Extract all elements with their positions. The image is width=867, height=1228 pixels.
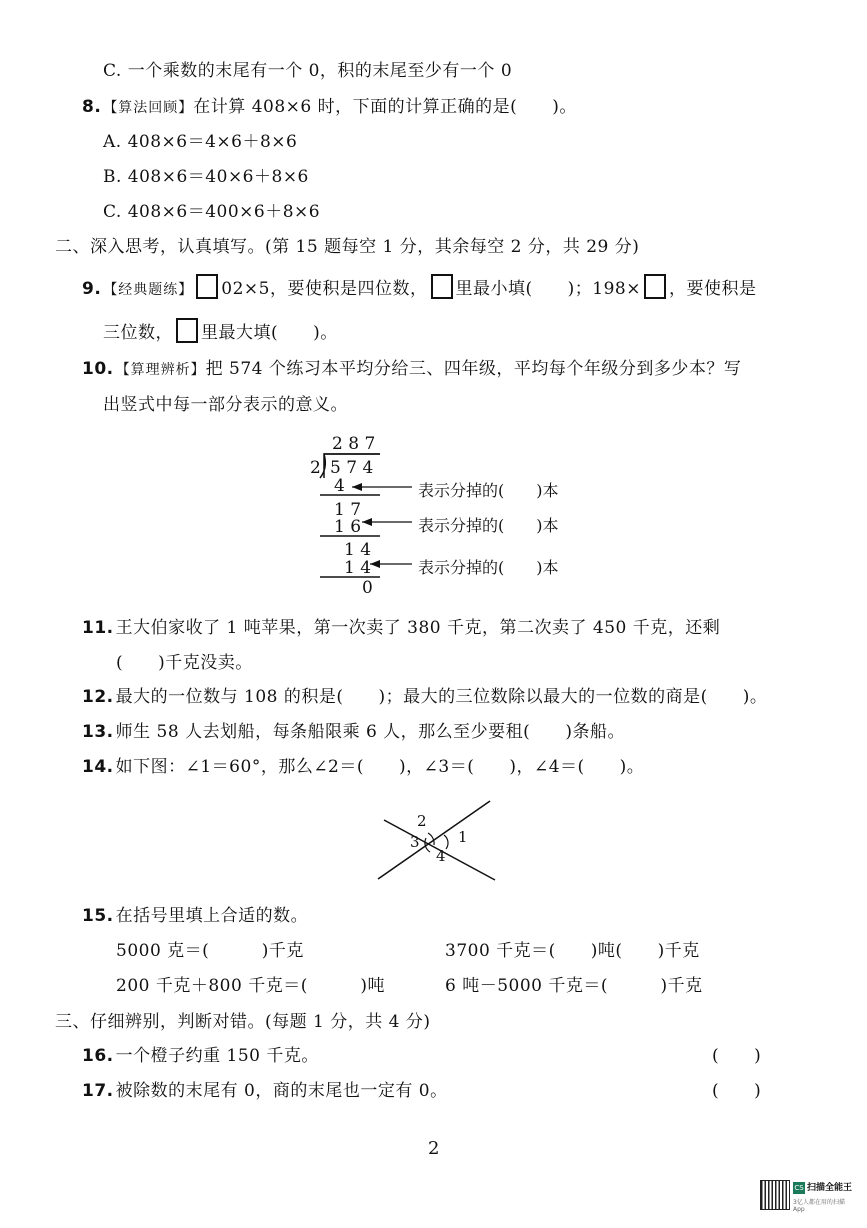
question-10	[82, 358, 741, 381]
question-text: 三位数，	[103, 323, 173, 343]
question-text-part2: 里最小填( )；198×	[455, 279, 641, 299]
question-13	[82, 721, 625, 743]
answer-box[interactable]	[644, 274, 666, 299]
q15-item-3: 200 千克＋800 千克＝( )吨	[116, 976, 385, 996]
angle-label-2: 2	[417, 812, 427, 830]
scanner-subtitle: 3亿人都在用的扫描App	[793, 1199, 845, 1213]
question-text: 如下图：∠1＝60°，那么∠2＝( )，∠3＝( )，∠4＝( )。	[115, 757, 645, 777]
question-text-part3: ，要使积是	[668, 279, 757, 299]
question-text: 在括号里填上合适的数。	[115, 906, 309, 926]
division-step: 1 7	[334, 500, 362, 520]
question-15	[82, 905, 308, 927]
qr-code-icon	[760, 1180, 790, 1210]
question-12	[82, 686, 767, 708]
question-11-line2: ( )千克没卖。	[116, 653, 253, 673]
question-text: 一个橙子约重 150 千克。	[115, 1046, 319, 1066]
question-text: 王大伯家收了 1 吨苹果，第一次卖了 380 千克，第二次卖了 450 千克，还剩	[115, 618, 721, 638]
question-number: 15.	[82, 906, 114, 926]
answer-box[interactable]	[196, 274, 218, 299]
annotation-3: 表示分掉的( )本	[418, 558, 559, 577]
question-text-part1: 02×5，要使积是四位数，	[221, 279, 428, 299]
question-14	[82, 756, 644, 778]
question-text: 在计算 408×6 时，下面的计算正确的是( )。	[193, 97, 577, 117]
answer-box[interactable]	[431, 274, 453, 299]
page-number: 2	[428, 1138, 440, 1159]
question-number: 9.	[82, 279, 102, 299]
question-number: 13.	[82, 722, 114, 742]
angle-label-4: 4	[436, 847, 446, 865]
question-text: 里最大填( )。	[201, 323, 338, 343]
scanner-logo-icon: CS	[794, 1184, 804, 1192]
question-text: 师生 58 人去划船，每条船限乘 6 人，那么至少要租( )条船。	[115, 722, 625, 742]
question-17	[82, 1080, 448, 1102]
annotation-1: 表示分掉的( )本	[418, 481, 559, 500]
answer-bracket[interactable]: ( )	[712, 1081, 762, 1101]
question-16	[82, 1045, 319, 1067]
answer-bracket[interactable]: ( )	[712, 1046, 762, 1066]
q8-option-b: B. 408×6＝40×6＋8×6	[103, 167, 309, 187]
question-8	[82, 96, 577, 119]
q15-item-1: 5000 克＝( )千克	[116, 941, 304, 961]
question-11	[82, 617, 720, 639]
section-2-title: 二、深入思考，认真填写。(第 15 题每空 1 分，其余每空 2 分，共 29 分)	[55, 237, 640, 257]
q15-item-4: 6 吨－5000 千克＝( )千克	[445, 976, 703, 996]
q7-option-c: C. 一个乘数的末尾有一个 0，积的末尾至少有一个 0	[103, 61, 513, 81]
angle-label-3: 3	[410, 833, 420, 851]
q8-option-c: C. 408×6＝400×6＋8×6	[103, 202, 321, 222]
question-text: 把 574 个练习本平均分给三、四年级，平均每个年级分到多少本？写	[205, 359, 742, 379]
division-step: 1 4	[344, 540, 372, 560]
division-step: 1 6	[334, 517, 362, 537]
section-3-title: 三、仔细辨别，判断对错。(每题 1 分，共 4 分)	[55, 1012, 431, 1032]
question-number: 16.	[82, 1046, 114, 1066]
question-tag: 【经典题练】	[103, 282, 194, 298]
division-step: 1 4	[344, 558, 372, 578]
question-text: 被除数的末尾有 0，商的末尾也一定有 0。	[115, 1081, 448, 1101]
question-9-line2	[103, 318, 338, 344]
q8-option-a: A. 408×6＝4×6＋8×6	[103, 132, 298, 152]
question-text: 最大的一位数与 108 的积是( )；最大的三位数除以最大的一位数的商是( )。	[115, 687, 768, 707]
question-number: 8.	[82, 97, 102, 117]
question-number: 14.	[82, 757, 114, 777]
question-9	[82, 274, 756, 301]
question-number: 10.	[82, 359, 114, 379]
q15-item-2: 3700 千克＝( )吨( )千克	[445, 941, 700, 961]
dividend: 5 7 4	[330, 458, 374, 478]
angle-diagram	[370, 795, 500, 885]
question-number: 12.	[82, 687, 114, 707]
question-number: 11.	[82, 618, 114, 638]
long-division	[300, 430, 600, 600]
scanner-watermark	[760, 1180, 852, 1214]
angle-label-1: 1	[458, 828, 468, 846]
question-10-line2: 出竖式中每一部分表示的意义。	[103, 395, 348, 415]
intersecting-lines	[370, 795, 500, 885]
question-number: 17.	[82, 1081, 114, 1101]
answer-box[interactable]	[176, 318, 198, 343]
divisor: 2	[310, 458, 321, 478]
question-tag: 【算理辨析】	[115, 362, 206, 378]
question-tag: 【算法回顾】	[103, 100, 194, 116]
scanner-title: 扫描全能王	[807, 1183, 853, 1193]
division-step: 4	[334, 476, 345, 496]
annotation-2: 表示分掉的( )本	[418, 516, 559, 535]
quotient: 2 8 7	[332, 434, 376, 454]
division-remainder: 0	[362, 578, 373, 598]
